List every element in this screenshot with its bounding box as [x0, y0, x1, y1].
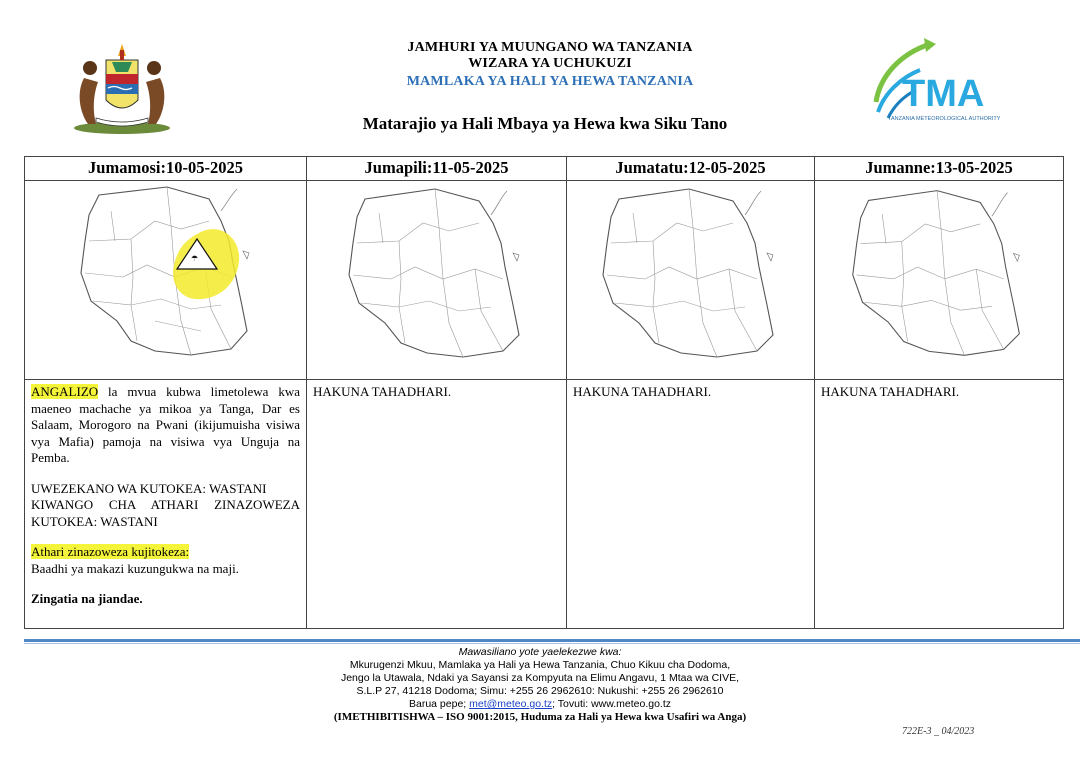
warning-paragraph — [31, 384, 300, 467]
header-line-ministry: WIZARA YA UCHUKUZI — [468, 56, 632, 71]
header-line-authority: MAMLAKA YA HALI YA HEWA TANZANIA — [406, 74, 694, 89]
effects-heading: Athari zinazoweza kujitokeza: — [31, 544, 190, 559]
footer-line: Mkurugenzi Mkuu, Mamlaka ya Hali ya Hewa Tanzania, Chuo Kikuu cha Dodoma, — [349, 659, 731, 671]
footer-line: S.L.P 27, 41218 Dodoma; Simu: +255 26 2962610: Nukushi: +255 26 2962610 — [356, 685, 724, 697]
tanzania-map — [841, 181, 1037, 361]
likelihood-text: UWEZEKANO WA KUTOKEA: WASTANI — [31, 480, 267, 496]
footer-divider — [24, 639, 1080, 642]
tanzania-warning-map — [71, 181, 261, 361]
header-text-block — [300, 40, 800, 92]
header-line-republic: JAMHURI YA MUUNGANO WA TANZANIA — [407, 40, 693, 55]
effects-text: Baadhi ya makazi kuzungukwa na maji. — [31, 560, 239, 576]
text-row — [25, 380, 1064, 629]
document-code: 722E-3 _ 04/2023 — [902, 726, 975, 737]
advice-text: Zingatia na jiandae. — [31, 591, 143, 606]
map-cell — [815, 181, 1064, 380]
coat-of-arms-logo — [66, 38, 178, 136]
forecast-table — [24, 156, 1064, 629]
footer-line: Mawasiliano yote yaelekezwe kwa: — [458, 646, 622, 658]
no-warning-cell: HAKUNA TAHADHARI. — [567, 380, 815, 629]
footer-line: Jengo la Utawala, Ndaki ya Sayansi za Kompyuta na Elimu Angavu, 1 Mtaa wa CIVE, — [340, 672, 740, 684]
svg-text:☂: ☂ — [190, 254, 198, 263]
day-header: Jumamosi:10-05-2025 — [25, 157, 307, 181]
iso-certification: (IMETHIBITISHWA – ISO 9001:2015, Huduma za Hali ya Hewa kwa Usafiri wa Anga) — [333, 711, 747, 723]
warning-text-cell — [25, 380, 307, 629]
impact-text: KIWANGO CHA ATHARI ZINAZOWEZA KUTOKEA: WASTANI — [31, 497, 300, 529]
footer-email-line: Barua pepe; met@meteo.go.tz; Tovuti: www.meteo.go.tz — [408, 698, 672, 710]
page-title: Matarajio ya Hali Mbaya ya Hewa kwa Siku Tano — [362, 114, 728, 133]
footer-divider-thin — [24, 643, 1080, 644]
map-row — [25, 181, 1064, 380]
day-header: Jumatatu:12-05-2025 — [567, 157, 815, 181]
tanzania-map — [591, 181, 791, 361]
tma-logo — [866, 36, 1006, 128]
email-link[interactable]: met@meteo.go.tz — [469, 698, 553, 710]
map-cell — [567, 181, 815, 380]
map-cell — [25, 181, 307, 380]
warning-prefix: ANGALIZO — [31, 384, 99, 399]
svg-text:TMA: TMA — [902, 73, 985, 115]
warning-body: la mvua kubwa limetolewa kwa maeneo machache ya mikoa ya Tanga, Dar es Salaam, Morogoro na Pwani (ikijumuisha visiwa vya Mafia) pamoja na visiwa vya Unguja na Pemba. — [31, 384, 300, 465]
letterhead — [0, 0, 1080, 150]
no-warning-cell: HAKUNA TAHADHARI. — [815, 380, 1064, 629]
footer-contact — [220, 646, 860, 724]
tanzania-map — [337, 181, 537, 361]
day-header: Jumanne:13-05-2025 — [815, 157, 1064, 181]
svg-text:TANZANIA METEOROLOGICAL AUTHOR: TANZANIA METEOROLOGICAL AUTHORITY — [888, 116, 1001, 122]
day-header-row — [25, 157, 1064, 181]
map-cell — [307, 181, 567, 380]
no-warning-cell: HAKUNA TAHADHARI. — [307, 380, 567, 629]
day-header: Jumapili:11-05-2025 — [307, 157, 567, 181]
